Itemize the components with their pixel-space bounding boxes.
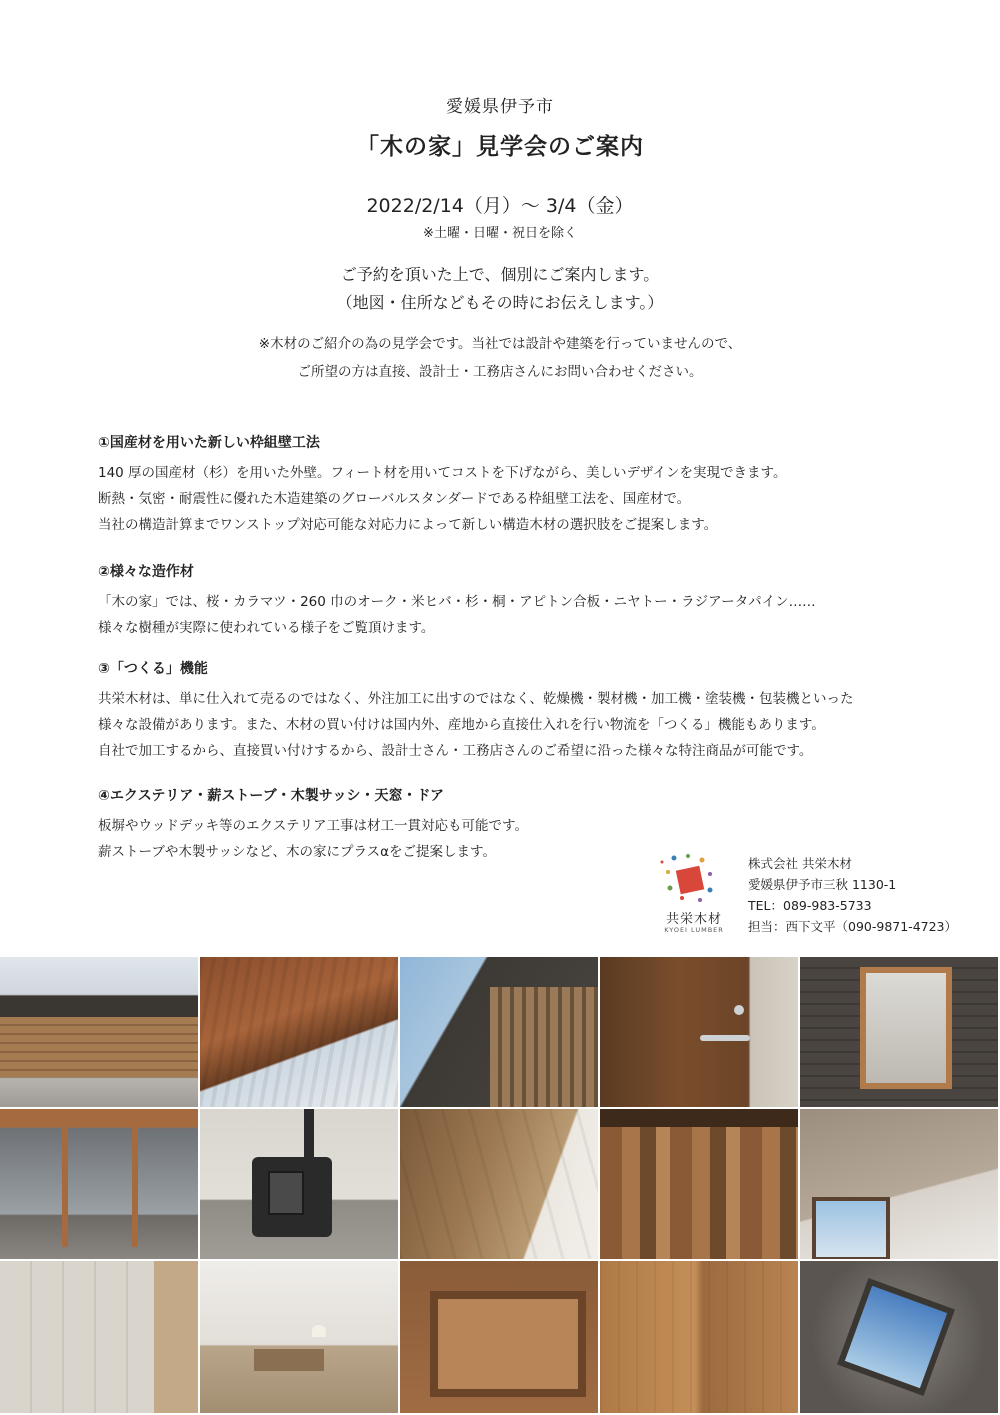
section-line: 「木の家」では、桜・カラマツ・260 巾のオーク・米ヒバ・杉・桐・アピトン合板・ニヤトー・ラジアータパイン……: [98, 594, 816, 610]
date-exclusion-note: ※土曜・日曜・祝日を除く: [423, 226, 577, 241]
page-title: 「木の家」見学会のご案内: [356, 134, 644, 160]
company-tel: TEL：089-983-5733: [748, 898, 872, 913]
wood-panel-wall-photo: [600, 1109, 800, 1261]
section-line: 断熱・気密・耐震性に優れた木造建築のグローバルスタンダードである枠組壁工法を、国産材で。: [98, 491, 691, 507]
section-heading: ①国産材を用いた新しい枠組壁工法: [98, 435, 320, 451]
notice-line-2: ご所望の方は直接、設計士・工務店さんにお問い合わせください。: [297, 364, 703, 380]
skylight-photo: [800, 1261, 1000, 1415]
section-3: [98, 658, 938, 764]
reservation-text: ご予約を頂いた上で、個別にご案内します。: [340, 265, 660, 284]
company-name: 株式会社 共栄木材: [748, 856, 852, 871]
house-exterior-fence-photo: [0, 957, 200, 1109]
notice-line-1: ※木材のご紹介の為の見学会です。当社では設計や建築を行っていませんので、: [258, 336, 742, 352]
glass-sliding-door-photo: [0, 1109, 200, 1261]
section-line: 140 厚の国産材（杉）を用いた外壁。フィート材を用いてコストを下げながら、美しいデザインを実現できます。: [98, 465, 787, 481]
loc-heading: 愛媛県伊予市: [446, 97, 554, 117]
section-line: 共栄木材は、単に仕入れて売るのではなく、外注加工に出すのではなく、乾燥機・製材機・加工機・塗装機・包装機といった: [98, 691, 854, 707]
photo-gallery: [0, 957, 1000, 1415]
wood-corner-ceiling-photo: [600, 1261, 800, 1415]
section-1: [98, 432, 938, 538]
section-heading: ②様々な造作材: [98, 564, 194, 580]
section-line: 板塀やウッドデッキ等のエクステリア工事は材工一貫対応も可能です。: [98, 818, 528, 834]
logo-subtitle: KYOEI LUMBER: [664, 926, 724, 934]
section-line: 薪ストーブや木製サッシなど、木の家にプラスαをご提案します。: [98, 844, 496, 860]
white-wood-wall-photo: [0, 1261, 200, 1415]
section-line: 様々な樹種が実際に使われている様子をご覧頂けます。: [98, 620, 435, 636]
company-contact: 担当：西下文平（090-9871-4723）: [748, 919, 958, 934]
section-line: 様々な設備があります。また、木材の買い付けは国内外、産地から直接仕入れを行い物流を「つくる」機能もあります。: [98, 717, 825, 733]
section-heading: ④エクステリア・薪ストーブ・木製サッシ・天窓・ドア: [98, 788, 445, 804]
logo-name: 共栄木材: [665, 912, 722, 927]
section-line: 自社で加工するから、直接買い付けするから、設計士さん・工務店さんのご希望に沿った様々な特注商品が可能です。: [98, 743, 813, 759]
vertical-louver-wall-photo: [400, 957, 600, 1109]
wood-shelf-niche-photo: [400, 1261, 600, 1415]
wood-ceiling-window-photo: [800, 1109, 1000, 1261]
wood-stove-photo: [200, 1109, 400, 1261]
wooden-door-handle-photo: [600, 957, 800, 1109]
section-line: 当社の構造計算までワンストップ対応可能な対応力によって新しい構造木材の選択肢をご提案します。: [98, 517, 718, 533]
section-2: [98, 561, 938, 641]
reservation-subtext: （地図・住所などもその時にお伝えします。）: [336, 293, 664, 312]
wood-window-frame-photo: [800, 957, 1000, 1109]
section-heading: ③「つくる」機能: [98, 661, 208, 677]
company-address: 愛媛県伊予市三秋 1130-1: [748, 877, 897, 892]
wood-floor-photo: [400, 1109, 600, 1261]
wood-ceiling-eave-photo: [200, 957, 400, 1109]
company-info: [748, 853, 957, 937]
living-room-interior-photo: [200, 1261, 400, 1415]
event-dates: 2022/2/14（月）～ 3/4（金）: [366, 195, 634, 217]
